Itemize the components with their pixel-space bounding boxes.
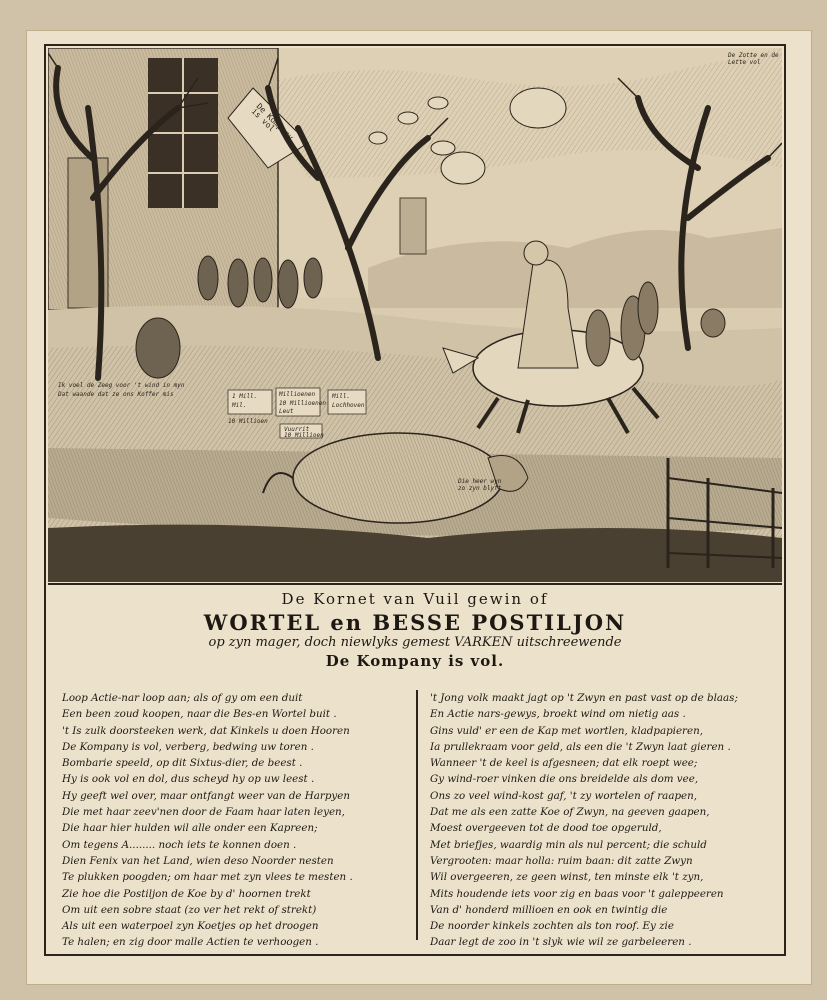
verse-line: Die haar hier hulden wil alle onder een Kapreen; <box>62 822 318 835</box>
verse-line: En Actie nars-gewys, broekt wind om nietig aas . <box>430 708 686 721</box>
verse-line: Wil overgeeren, ze geen winst, ten minste elk 't zyn, <box>430 871 704 884</box>
verse-line: Hy geeft wel over, maar ontfangt weer van de Harpyen <box>62 789 350 802</box>
verse-divider <box>416 690 418 940</box>
ground-note-0: 1 Mill. <box>232 393 258 400</box>
verse-line: Loop Actie-nar loop aan; als of gy om een duit <box>62 692 303 704</box>
corner-caption: De Zotte en de Lette vol <box>728 52 779 66</box>
ground-note-2: Millioenen <box>279 391 316 398</box>
ground-caption-left-1: Ik voel de Zeeg voor 't wind in myn <box>58 382 185 389</box>
verse-column-right <box>430 690 780 951</box>
ground-note-3: 10 Millioenen <box>279 400 326 407</box>
verse-line: Moest overgeeven tot de dood toe opgeruld, <box>430 822 662 835</box>
title-line-1: De Kornet van Vuil gewin of <box>281 590 549 608</box>
verse-line: Ia prullekraam voor geld, als een die 't Zwyn laat gieren . <box>430 740 731 753</box>
verse-line: Om tegens A........ noch iets te konnen doen . <box>62 838 297 851</box>
title-line-4: De Kompany is vol. <box>325 652 505 670</box>
verse-line: Een been zoud koopen, naar die Bes-en Wortel buit . <box>62 708 337 721</box>
verse-line: 't Jong volk maakt jagt op 't Zwyn en past vast op de blaas; <box>430 692 738 704</box>
engraving-scene <box>48 48 782 582</box>
verse-line: Hy is ook vol en dol, dus scheyd hy op uw leest . <box>62 773 315 786</box>
ground-caption-left-2: Dat waande dat ze ons Koffer mis <box>58 391 174 398</box>
verse-line: De noorder kinkels zochten als ton roof. Ey zie <box>430 920 674 933</box>
verse-line: Die met haar zeev'nen door de Faam haar laten leyen, <box>62 806 345 819</box>
verse-line: Ons zo veel wind-kost gaf, 't zy wortelen of raapen, <box>430 789 698 802</box>
verse-line: Te halen; en zig door malle Actien te verhoogen . <box>62 936 319 949</box>
verse-line: Vergrooten: maar holla: ruim baan: dit zatte Zwyn <box>430 854 693 867</box>
verse-line: Daar legt de zoo in 't slyk wie wil ze garbeleeren . <box>430 936 692 949</box>
verse-line: Gins vuld' er een de Kap met wortlen, kladpapieren, <box>430 724 703 737</box>
ground-note-9: 10 Millioen <box>284 432 324 439</box>
ground-note-7: 10 Millioen <box>228 418 268 425</box>
ground-note-6: Lochhoven <box>332 402 365 409</box>
cow-caption: Die heer wyn zo zyn blyft <box>458 478 502 492</box>
title-line-3: op zyn mager, doch niewlyks gemest VARKEN uitschreewende <box>208 635 622 650</box>
plate-divider <box>48 583 782 585</box>
verse-line: Wanneer 't de keel is afgesneen; dat elk roept wee; <box>430 757 698 770</box>
verse-line: Van d' honderd millioen en ook en twintig die <box>430 903 668 916</box>
verse-line: Zie hoe die Postiljon de Koe by d' hoornen trekt <box>62 887 311 900</box>
ground-note-8: Vuurrit <box>284 426 310 433</box>
verse-line: Gy wind-roer vinken die ons breidelde als dom vee, <box>430 773 699 786</box>
verse-line: Dat me als een zatte Koe of Zwyn, na geeven gaapen, <box>430 806 710 819</box>
verse-line: Om uit een sobre staat (zo ver het rekt of strekt) <box>62 903 317 916</box>
ground-note-4: Leut <box>279 408 294 415</box>
verse-line: Dien Fenix van het Land, wien deso Noorder nesten <box>62 854 334 867</box>
verse-line: Bombarie speeld, op dit Sixtus-dier, de beest . <box>62 757 303 770</box>
verse-line: De Kompany is vol, verberg, bedwing uw toren . <box>62 740 314 753</box>
verse-line: Mits houdende iets voor zig en baas voor 't galeppeeren <box>430 887 724 900</box>
verse-line: Te plukken poogden; om haar met zyn vlees te mesten . <box>62 871 353 884</box>
title-line-2: WORTEL en BESSE POSTILJON <box>203 610 627 635</box>
verse-line: Als uit een waterpoel zyn Koetjes op het droogen <box>62 920 319 933</box>
ground-note-1: Mil. <box>232 402 247 409</box>
title-block <box>48 590 782 670</box>
ground-note-5: Mill. <box>332 393 351 400</box>
verse-line: Met briefjes, waardig min als nul percent; die schuld <box>430 838 707 851</box>
engraving-illustration <box>48 48 782 582</box>
verse-line: 't Is zulk doorsteeken werk, dat Kinkels u doen Hooren <box>62 724 350 737</box>
verse-column-left <box>62 690 412 951</box>
banner-caption: De Kompany is vol <box>249 101 296 143</box>
